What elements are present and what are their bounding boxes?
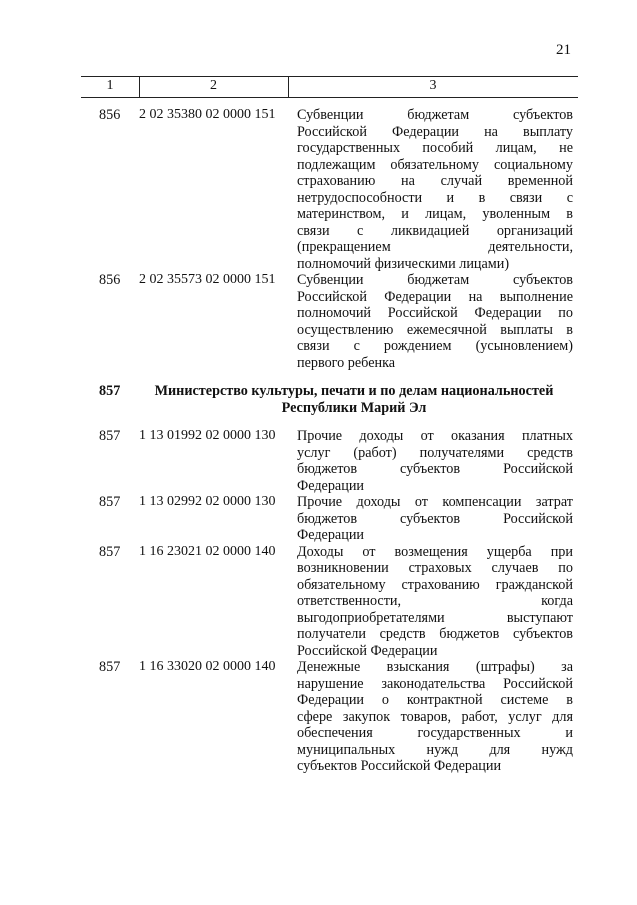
budget-class-code: 1 13 02992 02 0000 130	[139, 494, 276, 509]
table-row	[81, 494, 578, 544]
description-line: связи с ликвидацией организаций	[297, 222, 573, 239]
rows-group-856	[81, 107, 578, 371]
admin-code: 857	[99, 428, 121, 444]
budget-class-code: 1 16 33020 02 0000 140	[139, 659, 276, 674]
description-line: бюджетов субъектов Российской	[297, 461, 573, 477]
description-line: Прочие доходы от оказания платных	[297, 428, 573, 444]
description-line: полномочий Российской Федерации по	[297, 305, 573, 321]
ministry-name-line: Министерство культуры, печати и по делам национальностей	[154, 383, 554, 399]
admin-code: 857	[99, 543, 121, 560]
description-line: Денежные взыскания (штрафы) за	[297, 659, 573, 675]
description-line: (прекращением деятельности,	[297, 239, 573, 255]
description-line: Федерации	[297, 527, 365, 543]
table-header	[81, 76, 578, 98]
description-line: Субвенции бюджетам субъектов	[297, 107, 573, 123]
description-line: нарушение законодательства Российской	[297, 675, 573, 692]
description-line: Доходы от возмещения ущерба при	[297, 543, 573, 560]
description-line: государственных пособий лицам, не	[297, 140, 573, 156]
header-col-1: 1	[106, 78, 114, 93]
table-body	[81, 107, 578, 775]
income-description	[297, 272, 573, 371]
description-line: ответственности, когда	[297, 593, 573, 609]
table-row	[81, 544, 578, 660]
header-col-3: 3	[429, 78, 437, 93]
description-line: подлежащим обязательному социальному	[297, 156, 573, 173]
budget-class-code: 1 13 01992 02 0000 130	[139, 428, 276, 443]
admin-code: 857	[99, 659, 121, 675]
table-row	[81, 272, 578, 371]
admin-code: 856	[99, 107, 121, 123]
income-description	[297, 494, 573, 544]
description-line: обязательному страхованию гражданской	[297, 576, 573, 593]
description-line: получатели средств бюджетов субъектов	[297, 626, 573, 642]
description-line: муниципальных нужд для нужд	[297, 741, 573, 758]
ministry-code: 857	[99, 383, 121, 399]
income-description	[297, 544, 573, 660]
description-line: Российской Федерации	[297, 642, 438, 659]
header-col-2: 2	[210, 78, 217, 93]
budget-class-code: 2 02 35573 02 0000 151	[139, 272, 276, 287]
description-line: полномочий физическими лицами)	[297, 255, 510, 272]
page-number: 21	[556, 42, 571, 58]
description-line: выгодоприобретателями выступают	[297, 609, 573, 626]
description-line: Прочие доходы от компенсации затрат	[297, 494, 573, 510]
table-row	[81, 107, 578, 272]
budget-class-code: 1 16 23021 02 0000 140	[139, 543, 276, 559]
ministry-name	[139, 383, 569, 416]
admin-code: 856	[99, 272, 121, 288]
income-description	[297, 659, 573, 775]
description-line: Субвенции бюджетам субъектов	[297, 272, 573, 288]
income-description	[297, 107, 573, 272]
ministry-name-line: Республики Марий Эл	[281, 399, 427, 416]
budget-class-code: 2 02 35380 02 0000 151	[139, 107, 276, 122]
description-line: Российской Федерации на выплату	[297, 123, 573, 140]
description-line: нетрудоспособности и в связи с	[297, 189, 573, 206]
description-line: Федерации о контрактной системе в	[297, 692, 573, 708]
description-line: Федерации	[297, 477, 365, 494]
description-line: бюджетов субъектов Российской	[297, 510, 573, 527]
description-line: услуг (работ) получателями средств	[297, 444, 573, 461]
description-line: связи с рождением (усыновлением)	[297, 338, 573, 354]
description-line: возникновении страховых случаев по	[297, 560, 573, 576]
description-line: осуществлению ежемесячной выплаты в	[297, 321, 573, 338]
description-line: субъектов Российской Федерации	[297, 758, 502, 774]
income-description	[297, 428, 573, 494]
description-line: Российской Федерации на выполнение	[297, 288, 573, 305]
ministry-heading	[81, 383, 578, 416]
table-row	[81, 659, 578, 775]
description-line: материнством, и лицам, уволенным в	[297, 206, 573, 222]
description-line: обеспечения государственных и	[297, 725, 573, 741]
rows-group-857	[81, 428, 578, 775]
admin-code: 857	[99, 494, 121, 510]
description-line: страхованию на случай временной	[297, 173, 573, 189]
description-line: первого ребенка	[297, 354, 396, 371]
description-line: сфере закупок товаров, работ, услуг для	[297, 708, 573, 725]
table-row	[81, 428, 578, 494]
